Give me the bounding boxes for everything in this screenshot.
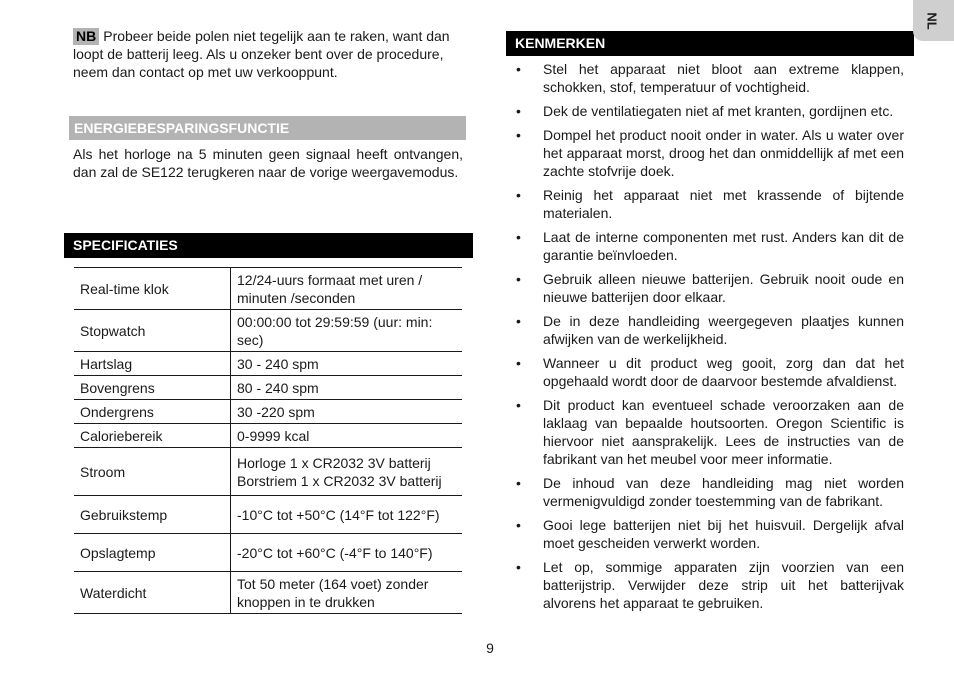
spec-label: Opslagtemp [74,534,231,572]
spec-label: Hartslag [74,352,231,376]
table-row [74,400,462,424]
spec-label: Stopwatch [74,310,231,352]
list-item: • Gooi lege batterijen niet bij het huisvuil. Dergelijk afval moet gescheiden verwerkt worden. [516,517,904,551]
list-item: • De inhoud van deze handleiding mag niet worden vermenigvuldigd zonder toestemming van de fabrikant. [516,475,904,509]
table-row [74,534,462,572]
spec-value: Horloge 1 x CR2032 3V batterij Borstriem 1 x CR2032 3V batterij [231,448,463,496]
table-row [74,310,462,352]
table-row [74,572,462,614]
spec-value: 0-9999 kcal [231,424,463,448]
spec-label: Real-time klok [74,268,231,310]
spec-value: 00:00:00 tot 29:59:59 (uur: min: sec) [231,310,463,352]
features-list [516,60,904,618]
list-item: • Reinig het apparaat niet met krassende of bijtende materialen. [516,187,904,221]
spec-label: Ondergrens [74,400,231,424]
spec-value: -10°C tot +50°C (14°F tot 122°F) [231,496,463,534]
page-number: 9 [486,640,494,656]
specs-heading: SPECIFICATIES [64,233,473,258]
spec-value: Tot 50 meter (164 voet) zonder knoppen in te drukken [231,572,463,614]
spec-value: 30 -220 spm [231,400,463,424]
features-heading: KENMERKEN [506,31,914,56]
language-tab-label: NL [924,12,940,30]
list-item: • Laat de interne componenten met rust. Anders kan dit de garantie beïnvloeden. [516,229,904,263]
spec-label: Caloriebereik [74,424,231,448]
spec-value: 30 - 240 spm [231,352,463,376]
list-item: • Dompel het product nooit onder in water. Als u water over het apparaat morst, droog het dan onmiddellijk af met een zachte stofvrije doek. [516,127,904,179]
list-item: • De in deze handleiding weergegeven plaatjes kunnen afwijken van de werkelijkheid. [516,313,904,347]
spec-label: Bovengrens [74,376,231,400]
list-item: • Stel het apparaat niet bloot aan extreme klappen, schokken, stof, temperatuur of vochtigheid. [516,61,904,95]
specs-table [74,267,462,614]
list-item: • Gebruik alleen nieuwe batterijen. Gebruik nooit oude en nieuwe batterijen door elkaar. [516,271,904,305]
energy-heading: ENERGIEBESPARINGSFUNCTIE [69,116,466,140]
table-row [74,376,462,400]
table-row [74,448,462,496]
note-text: Probeer beide polen niet tegelijk aan te raken, want dan loopt de batterij leeg. Als u onzeker bent over de procedure, neem dan contact op met uw verkooppunt. [73,28,450,80]
spec-label: Gebruikstemp [74,496,231,534]
list-item: • Wanneer u dit product weg gooit, zorg dan dat het opgehaald wordt door de daarvoor bestemde afvaldienst. [516,355,904,389]
spec-label: Stroom [74,448,231,496]
list-item: • Let op, sommige apparaten zijn voorzien van een batterijstrip. Verwijder deze strip uit het batterijvak alvorens het apparaat te gebruiken. [516,559,904,611]
spec-value: 80 - 240 spm [231,376,463,400]
table-row [74,496,462,534]
spec-label: Waterdicht [74,572,231,614]
spec-value: -20°C tot +60°C (-4°F to 140°F) [231,534,463,572]
spec-value: 12/24-uurs formaat met uren / minuten /seconden [231,268,463,310]
table-row [74,352,462,376]
language-tab [913,0,954,41]
note-paragraph [73,27,463,81]
list-item: • Dek de ventilatiegaten niet af met kranten, gordijnen etc. [516,103,894,119]
note-badge: NB [73,28,99,45]
energy-text: Als het horloge na 5 minuten geen signaal heeft ontvangen, dan zal de SE122 terugkeren naar de vorige weergavemodus. [73,146,463,180]
table-row [74,424,462,448]
list-item: • Dit product kan eventueel schade veroorzaken aan de laklaag van bepaalde houtsoorten. Oregon Scientific is hiervoor niet aansprakelijk. Lees de instructies van de fabrikant van het meubel voor meer informatie. [516,397,904,467]
table-row [74,268,462,310]
